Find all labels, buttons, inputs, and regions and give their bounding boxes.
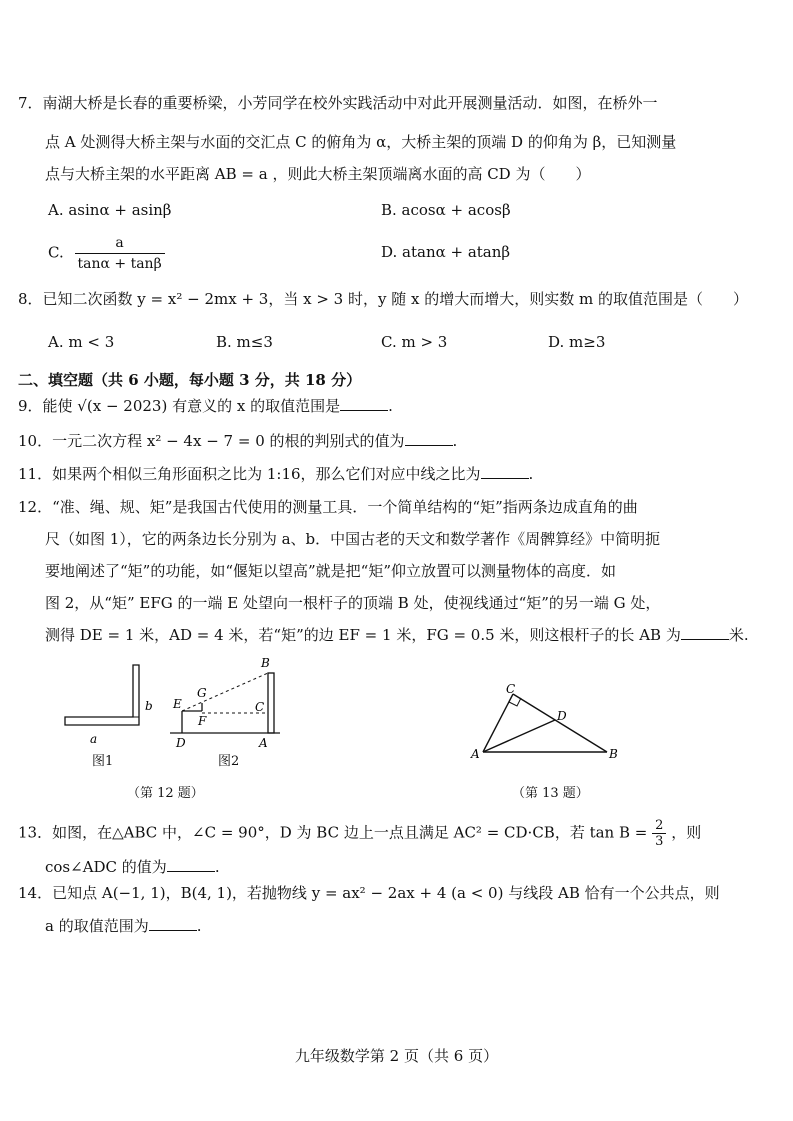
fig13-label-A: A bbox=[471, 747, 480, 761]
section-2-heading: 二、填空题（共 6 小题，每小题 3 分，共 18 分） bbox=[18, 371, 362, 389]
q11-answer-blank[interactable] bbox=[481, 464, 529, 479]
q13-text-end: ，则 bbox=[671, 823, 702, 842]
q13-fraction bbox=[652, 818, 666, 849]
q7-option-b: B. acosα + acosβ bbox=[381, 201, 511, 219]
fig12-caption: （第 12 题） bbox=[127, 786, 204, 801]
q12-line5-unit: 米. bbox=[728, 626, 749, 644]
q13-line2-end: . bbox=[214, 858, 220, 876]
q7-option-a: A. asinα + asinβ bbox=[48, 201, 172, 219]
q7-line3: 点与大桥主架的水平距离 AB = a ，则此大桥主架顶端离水面的高 CD 为（ ） bbox=[45, 165, 591, 183]
q12-line4: 图 2，从“矩” EFG 的一端 E 处望向一根杆子的顶端 B 处，使视线通过“矩”的另一端 G 处， bbox=[45, 594, 661, 612]
q13-line2-text: cos∠ADC 的值为 bbox=[45, 858, 167, 876]
q13-text: 13．如图，在△ABC 中，∠C = 90°，D 为 BC 边上一点且满足 AC² = CD·CB，若 tan B = bbox=[18, 823, 648, 842]
fig12-fig2-label: 图2 bbox=[218, 754, 240, 769]
q13-fraction-numerator: 2 bbox=[652, 818, 666, 834]
q7-option-d: D. atanα + atanβ bbox=[381, 243, 511, 261]
fig12-fig1-label: 图1 bbox=[92, 754, 114, 769]
figure-13 bbox=[465, 680, 635, 770]
q8-option-a: A. m < 3 bbox=[48, 333, 115, 351]
q10-end: . bbox=[452, 432, 458, 450]
fig13-caption: （第 13 题） bbox=[512, 786, 589, 801]
q9-text: 9．能使 √(x − 2023) 有意义的 x 的取值范围是 bbox=[18, 397, 341, 415]
fig13-triangle bbox=[483, 694, 607, 752]
q9 bbox=[18, 396, 393, 416]
q7-line1: 7．南湖大桥是长春的重要桥梁，小芳同学在校外实践活动中对此开展测量活动．如图，在桥外一 bbox=[18, 94, 658, 112]
fig12-label-F: F bbox=[198, 714, 207, 728]
q13-line1 bbox=[18, 818, 701, 849]
q8-option-d: D. m≥3 bbox=[548, 333, 606, 351]
q8-option-c: C. m > 3 bbox=[381, 333, 448, 351]
q12-line3: 要地阐述了“矩”的功能，如“偃矩以望高”就是把“矩”仰立放置可以测量物体的高度．如 bbox=[45, 562, 617, 580]
q10 bbox=[18, 431, 457, 451]
fig12-square-ruler bbox=[65, 665, 139, 725]
fig12-label-a: a bbox=[90, 732, 98, 746]
fig12-label-b: b bbox=[145, 699, 153, 713]
q9-answer-blank[interactable] bbox=[340, 396, 388, 411]
fig12-label-B: B bbox=[261, 656, 270, 670]
q14-line2-text: a 的取值范围为 bbox=[45, 917, 149, 935]
page-footer: 九年级数学第 2 页（共 6 页） bbox=[294, 1047, 499, 1065]
q8-line1: 8．已知二次函数 y = x² − 2mx + 3，当 x > 3 时，y 随 x 的增大而增大，则实数 m 的取值范围是（ ） bbox=[18, 290, 748, 308]
q7-option-c bbox=[48, 233, 165, 274]
q12-line5 bbox=[45, 625, 749, 645]
q12-line1: 12．“准、绳、规、矩”是我国古代使用的测量工具．一个简单结构的“矩”指两条边成直角的曲 bbox=[18, 498, 638, 516]
q9-end: . bbox=[388, 397, 393, 415]
q12-line2: 尺（如图 1），它的两条边长分别为 a、b．中国古老的天文和数学著作《周髀算经》中简明扼 bbox=[45, 530, 661, 548]
q11-text: 11．如果两个相似三角形面积之比为 1:16，那么它们对应中线之比为 bbox=[18, 465, 481, 483]
q7-option-c-numerator: a bbox=[75, 233, 165, 254]
q13-answer-blank[interactable] bbox=[167, 857, 215, 872]
figure-12 bbox=[55, 655, 295, 770]
fig13-label-C: C bbox=[506, 682, 516, 696]
q10-text: 10．一元二次方程 x² − 4x − 7 = 0 的根的判别式的值为 bbox=[18, 432, 405, 450]
q14-line2 bbox=[45, 916, 202, 936]
q10-answer-blank[interactable] bbox=[405, 431, 453, 446]
q8-option-b: B. m≤3 bbox=[216, 333, 273, 351]
q13-line2 bbox=[45, 857, 220, 877]
fig12-label-G: G bbox=[197, 686, 207, 700]
q7-option-c-prefix: C. bbox=[48, 243, 64, 262]
fig13-label-D: D bbox=[557, 709, 567, 723]
q13-fraction-denominator: 3 bbox=[655, 834, 664, 849]
q7-option-c-fraction bbox=[75, 233, 165, 274]
q11 bbox=[18, 464, 533, 484]
fig12-label-E: E bbox=[173, 697, 182, 711]
fig12-label-D: D bbox=[176, 736, 186, 750]
q11-end: . bbox=[528, 465, 534, 483]
fig12-label-A: A bbox=[259, 736, 268, 750]
q12-answer-blank[interactable] bbox=[681, 625, 729, 640]
fig12-label-C: C bbox=[255, 700, 265, 714]
q7-line2: 点 A 处测得大桥主架与水面的交汇点 C 的俯角为 α，大桥主架的顶端 D 的仰角为 β，已知测量 bbox=[45, 133, 677, 151]
q7-option-c-denominator: tanα + tanβ bbox=[77, 256, 162, 272]
fig13-label-B: B bbox=[609, 747, 618, 761]
q12-line5-text: 测得 DE = 1 米，AD = 4 米，若“矩”的边 EF = 1 米，FG = 0.5 米，则这根杆子的长 AB 为 bbox=[45, 626, 681, 644]
q14-line1: 14．已知点 A(−1, 1)，B(4, 1)，若抛物线 y = ax² − 2ax + 4 (a < 0) 与线段 AB 恰有一个公共点，则 bbox=[18, 884, 720, 902]
q14-line2-end: . bbox=[196, 917, 202, 935]
q14-answer-blank[interactable] bbox=[149, 916, 197, 931]
